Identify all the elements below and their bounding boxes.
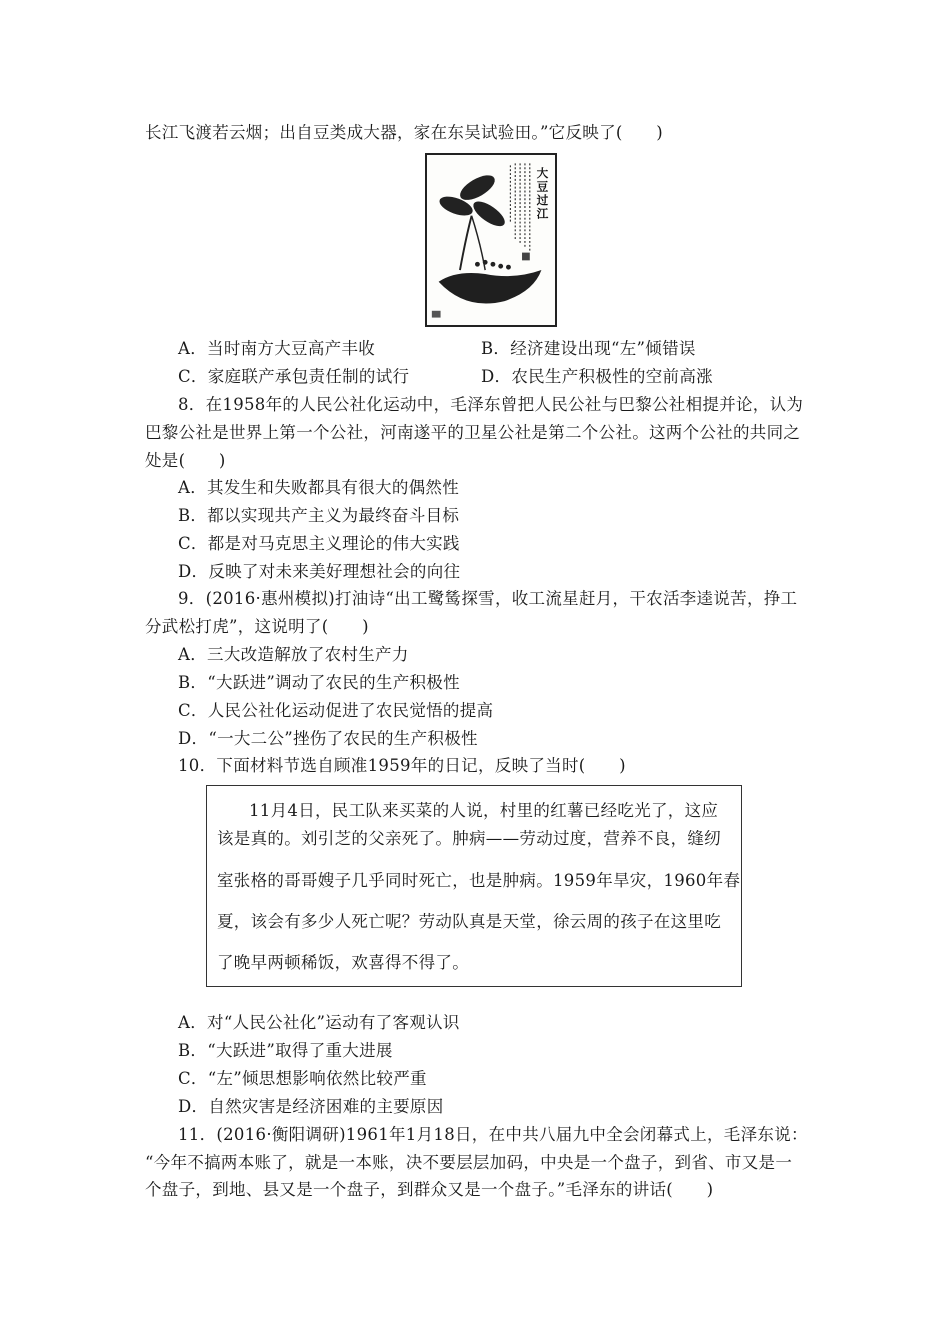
q10-quote-line-1: 11月4日，民工队来买菜的人说，村里的红薯已经吃光了，这应 [249, 801, 719, 820]
q9-option-a: A．三大改造解放了农村生产力 [178, 645, 409, 664]
q7-option-a: A．当时南方大豆高产丰收 [178, 339, 376, 358]
q9-stem-line-1: 9．(2016·惠州模拟)打油诗“出工鹭鸶探雪，收工流星赶月，干农活李逵说苦，挣工 [178, 589, 798, 608]
svg-text:江: 江 [536, 206, 549, 221]
q7-options-row-2 [178, 366, 713, 388]
q11-stem-line-3: 个盘子，到地、县又是一个盘子，到群众又是一个盘子。”毛泽东的讲话( ) [145, 1180, 714, 1199]
q8-stem-line-1: 8．在1958年的人民公社化运动中，毛泽东曾把人民公社与巴黎公社相提并论，认为 [178, 395, 804, 414]
q8-stem-line-2: 巴黎公社是世界上第一个公社，河南遂平的卫星公社是第二个公社。这两个公社的共同之 [145, 423, 801, 442]
q8-stem-line-3: 处是( ) [145, 451, 226, 470]
q8-option-d: D．反映了对未来美好理想社会的向往 [178, 562, 461, 581]
q7-option-d: D．农民生产积极性的空前高涨 [481, 367, 713, 386]
svg-text:大: 大 [536, 165, 549, 180]
svg-text:豆: 豆 [536, 179, 549, 194]
soybean-painting-illustration [425, 153, 557, 327]
q11-stem-line-2: “今年不搞两本账了，就是一本账，决不要层层加码，中央是一个盘子，到省、市又是一 [145, 1153, 793, 1172]
q8-option-a: A．其发生和失败都具有很大的偶然性 [178, 478, 460, 497]
q7-option-c: C．家庭联产承包责任制的试行 [178, 367, 410, 386]
svg-text:过: 过 [536, 193, 549, 208]
q10-option-b: B．“大跃进”取得了重大进展 [178, 1041, 393, 1060]
q9-option-d: D．“一大二公”挫伤了农民的生产积极性 [178, 729, 478, 748]
q7-option-b: B．经济建设出现“左”倾错误 [481, 339, 696, 358]
q8-option-c: C．都是对马克思主义理论的伟大实践 [178, 534, 460, 553]
q7-options-row-1 [178, 338, 696, 360]
q9-option-b: B．“大跃进”调动了农民的生产积极性 [178, 673, 460, 692]
q10-quote-line-3: 室张格的哥哥嫂子几乎同时死亡，也是肿病。1959年旱灾，1960年春 [217, 871, 741, 890]
q10-option-c: C．“左”倾思想影响依然比较严重 [178, 1069, 427, 1088]
q7-stem-tail: 长江飞渡若云烟；出自豆类成大器，家在东吴试验田。”它反映了( ) [145, 123, 663, 142]
q11-stem-line-1: 11．(2016·衡阳调研)1961年1月18日，在中共八届九中全会闭幕式上，毛泽东说： [178, 1125, 808, 1144]
soybean-painting-image [427, 155, 555, 325]
q10-stem: 10．下面材料节选自顾准1959年的日记，反映了当时( ) [178, 756, 626, 775]
q9-stem-line-2: 分武松打虎”，这说明了( ) [145, 617, 369, 636]
q10-quote-line-2: 该是真的。刘引芝的父亲死了。肿病——劳动过度，营养不良，缝纫 [217, 829, 721, 848]
q10-quote-line-5: 了晚早两顿稀饭，欢喜得不得了。 [217, 953, 469, 972]
q10-option-d: D．自然灾害是经济困难的主要原因 [178, 1097, 444, 1116]
q9-option-c: C．人民公社化运动促进了农民觉悟的提高 [178, 701, 494, 720]
q10-option-a: A．对“人民公社化”运动有了客观认识 [178, 1013, 460, 1032]
q8-option-b: B．都以实现共产主义为最终奋斗目标 [178, 506, 460, 525]
q10-quote-line-4: 夏，该会有多少人死亡呢？劳动队真是天堂，徐云周的孩子在这里吃 [217, 912, 721, 931]
